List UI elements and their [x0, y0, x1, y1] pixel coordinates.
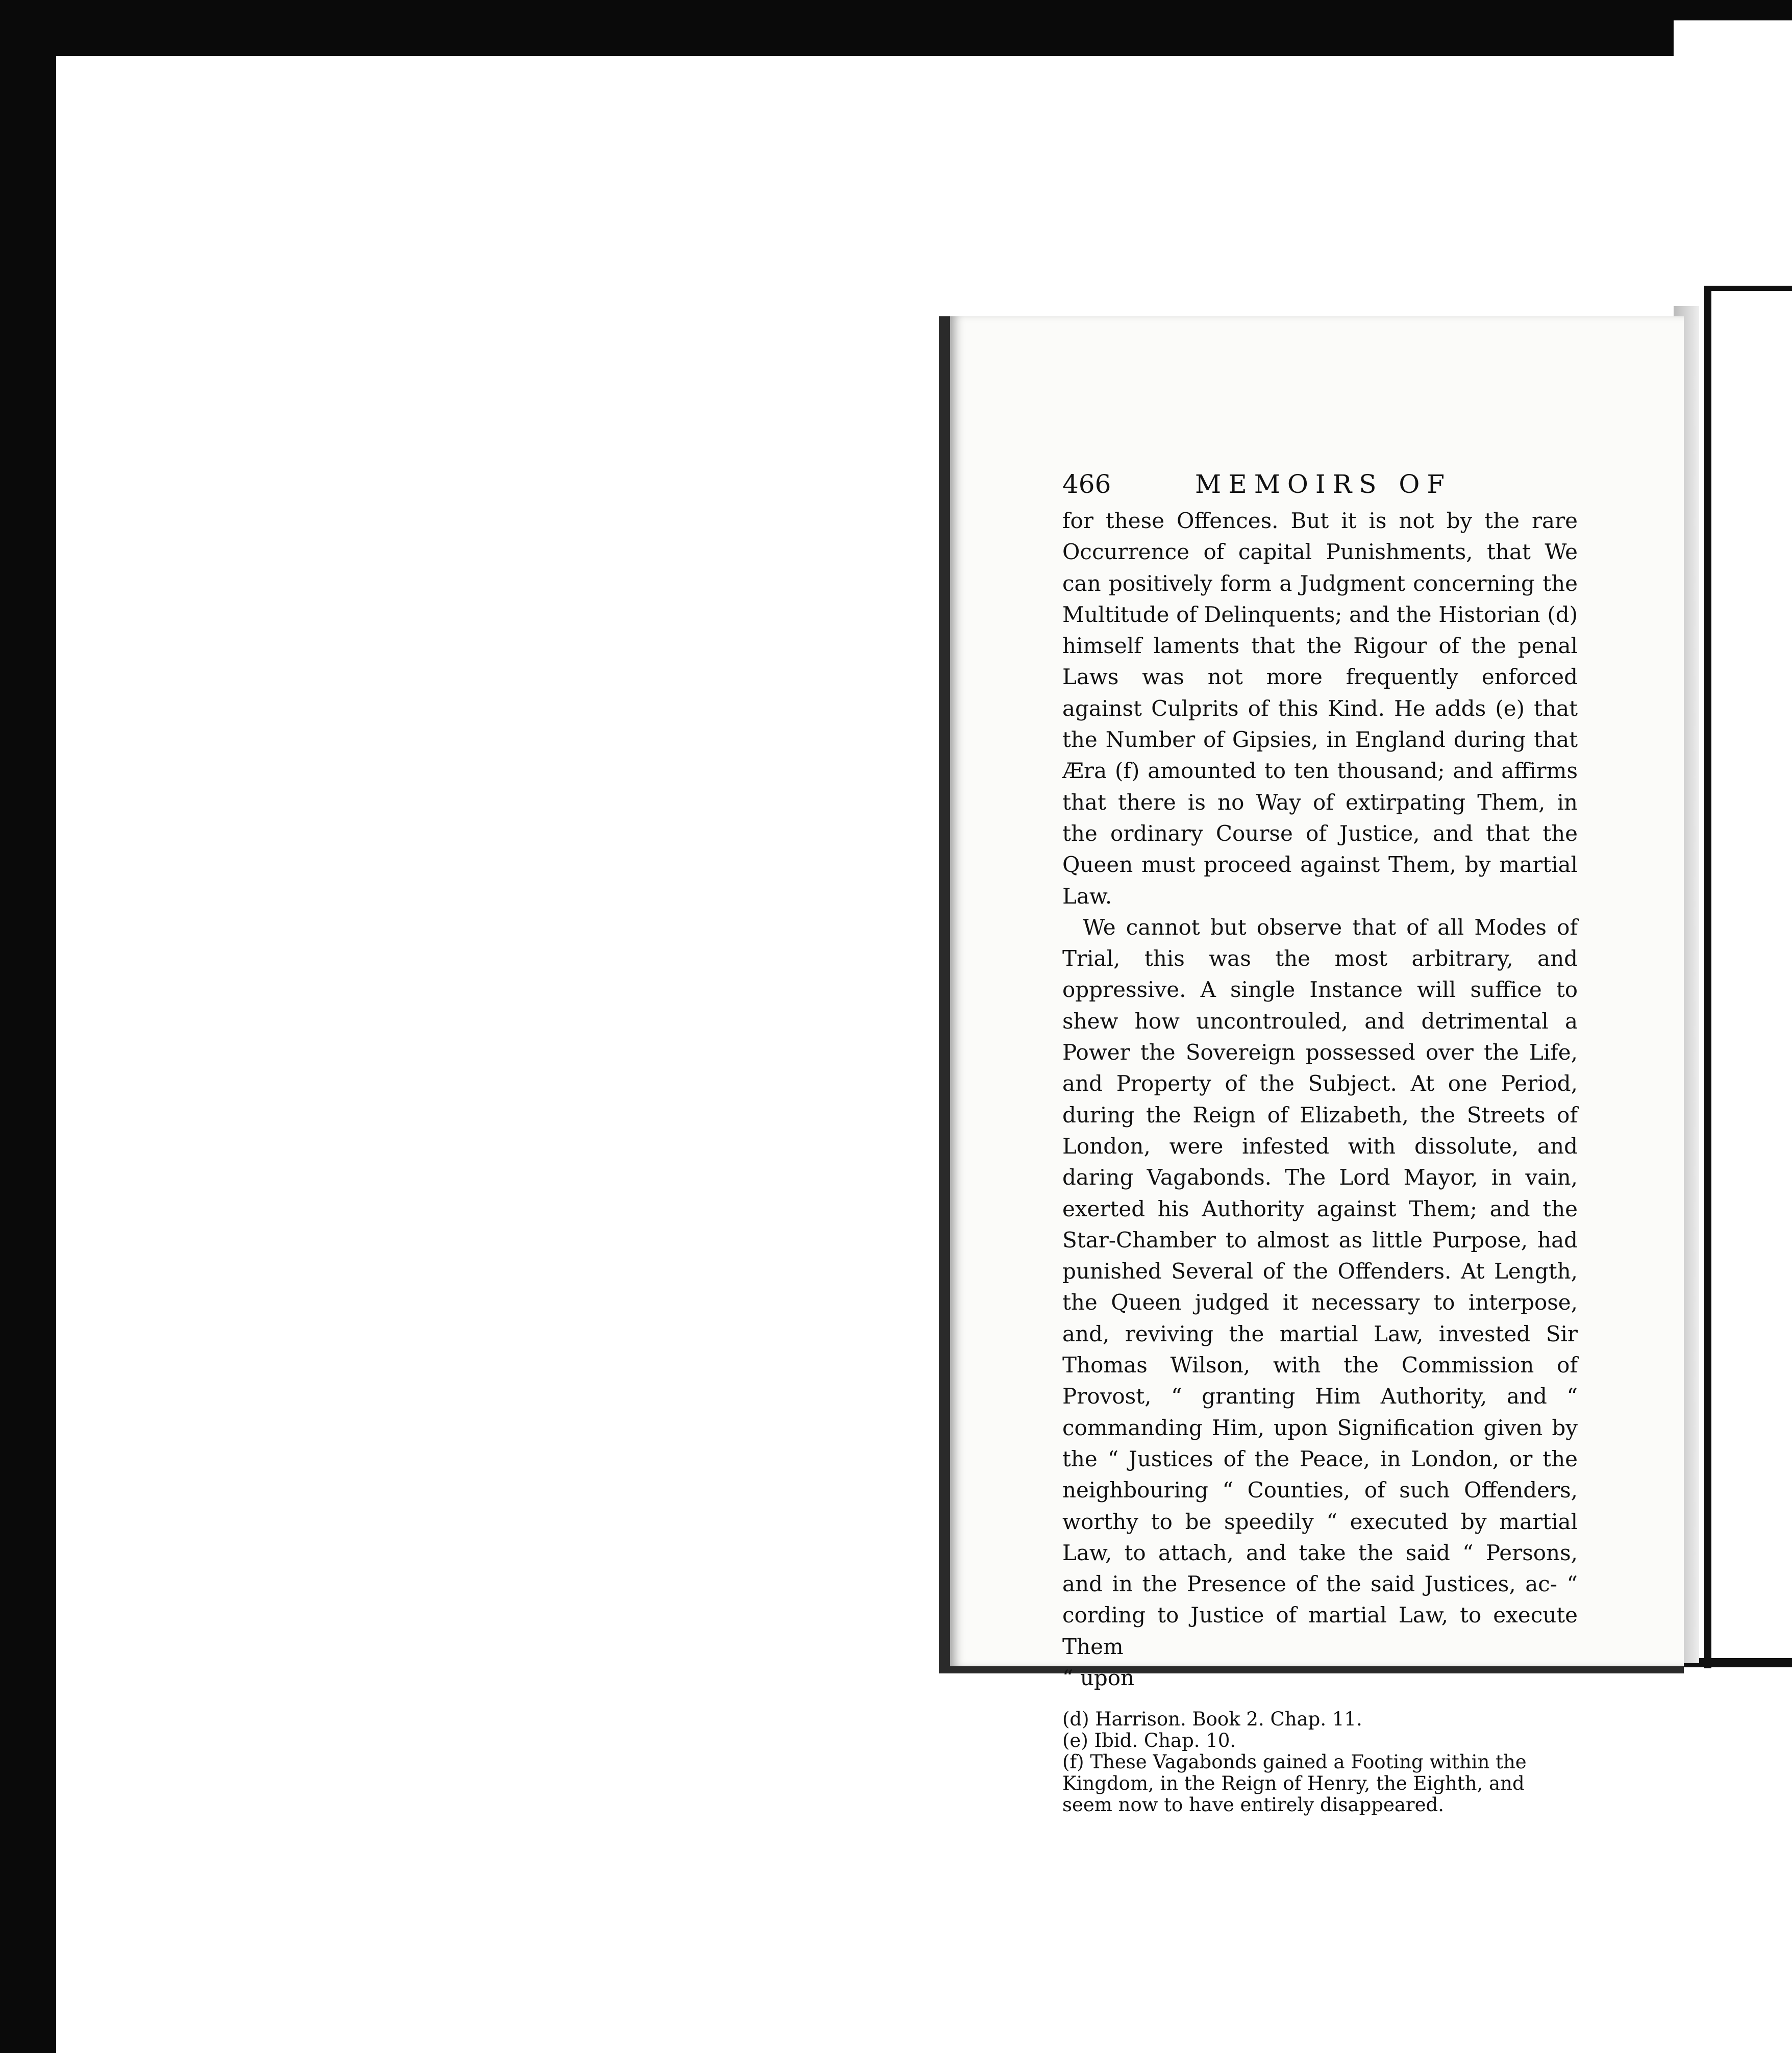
body-text	[1062, 505, 1578, 1693]
catchword: “ upon	[1062, 1665, 1135, 1690]
paragraph-2: We cannot but observe that of all Modes of Trial, this was the most arbitrary, and oppressive. A single Instance will suffice to shew how uncontrouled, and detrimental a Power the Sovereign possessed over the Life, and Property of the Subject. At one Period, during the Reign of Elizabeth, the Streets of London, were infested with dissolute, and daring Vagabonds. The Lord Mayor, in vain, exerted his Authority against Them; and the Star-Chamber to almost as little Purpose, had punished Several of the Offenders. At Length, the Queen judged it necessary to interpose, and, reviving the martial Law, invested Sir Thomas Wilson, with the Commission of Provost, “ granting Him Authority, and “ commanding Him, upon Signification given by the “ Justices of the Peace, in London, or the neighbouring “ Counties, of such Offenders, worthy to be speedily “ executed by martial Law, to attach, and take the said “ Persons, and in the Presence of the said Justices, ac- “ cording to Justice of martial Law, to execute Them	[1062, 914, 1578, 1659]
scan-border-left	[0, 0, 56, 2053]
facing-page-edge	[1704, 286, 1792, 1668]
running-title: MEMOIRS OF	[1195, 469, 1452, 499]
book-page	[939, 316, 1684, 1816]
footnote-e: (e) Ibid. Chap. 10.	[1062, 1730, 1236, 1752]
scan-corner-notch	[1674, 20, 1792, 56]
footnotes	[1062, 1709, 1578, 1816]
paragraph-1: for these Offences. But it is not by the rare Occurrence of capital Punishments, that We can positively form a Judgment concerning the Multitude of Delinquents; and the Historian (d) himself laments that the Rigour of the penal Laws was not more frequently enforced against Culprits of this Kind. He adds (e) that the Number of Gipsies, in England during that Æra (f) amounted to ten thousand; and affirms that there is no Way of extirpating Them, in the ordinary Course of Justice, and that the Queen must proceed against Them, by martial Law.	[1062, 508, 1578, 909]
running-head	[1062, 469, 1578, 505]
scan-border-top	[0, 0, 1792, 56]
footnote-d: (d) Harrison. Book 2. Chap. 11.	[1062, 1708, 1362, 1731]
page-content	[1062, 469, 1578, 1816]
page-number: 466	[1062, 469, 1111, 499]
footnote-f: (f) These Vagabonds gained a Footing within the Kingdom, in the Reign of Henry, the Eighth, and seem now to have entirely disappeared.	[1062, 1751, 1527, 1816]
